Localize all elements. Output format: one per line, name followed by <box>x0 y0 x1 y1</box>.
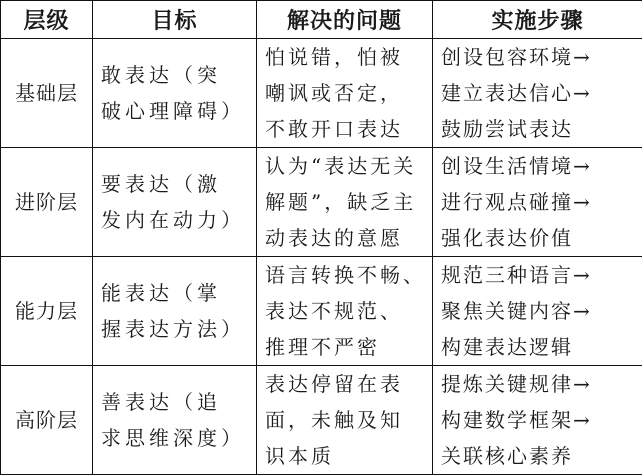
goal-line: 要表达（激 <box>101 166 248 202</box>
step-text: 聚焦关键内容 <box>441 299 573 323</box>
level-cell: 基础层 <box>1 39 93 148</box>
header-problem: 解决的问题 <box>257 1 433 39</box>
problem-line: 认为“表达无关 <box>265 148 424 184</box>
steps-cell <box>433 39 642 148</box>
problem-line: 表达不规范、 <box>265 293 424 329</box>
goal-line: 能表达（掌 <box>101 275 248 311</box>
step-text: 构建表达逻辑 <box>441 335 573 359</box>
step-text: 强化表达价值 <box>441 226 573 250</box>
step-text: 鼓励尝试表达 <box>441 117 573 141</box>
goal-line: 善表达（追 <box>101 384 248 420</box>
step-line <box>441 329 642 365</box>
goal-line: 握表达方法） <box>101 311 248 347</box>
problem-line: 动表达的意愿 <box>265 220 424 256</box>
step-text: 创设包容环境 <box>441 45 573 69</box>
problem-line: 嘲讽或否定， <box>265 75 424 111</box>
header-goal: 目标 <box>93 1 257 39</box>
level-cell: 进阶层 <box>1 148 93 257</box>
step-text: 提炼关键规律 <box>441 372 573 396</box>
step-line <box>441 438 642 474</box>
step-line <box>441 39 642 75</box>
step-line <box>441 220 642 256</box>
right-arrow-icon: → <box>573 154 590 178</box>
table-row <box>1 148 642 257</box>
goal-cell <box>93 366 257 475</box>
right-arrow-icon: → <box>573 190 590 214</box>
goal-line: 求思维深度） <box>101 420 248 456</box>
goal-cell <box>93 39 257 148</box>
problem-line: 表达停留在表 <box>265 366 424 402</box>
steps-cell <box>433 148 642 257</box>
step-line <box>441 111 642 147</box>
problem-cell <box>257 257 433 366</box>
table-row <box>1 39 642 148</box>
problem-cell <box>257 366 433 475</box>
step-line <box>441 366 642 402</box>
step-text: 构建数学框架 <box>441 408 573 432</box>
step-line <box>441 75 642 111</box>
step-text: 规范三种语言 <box>441 263 573 287</box>
problem-line: 语言转换不畅、 <box>265 257 424 293</box>
goal-line: 破心理障碍） <box>101 93 248 129</box>
goal-line: 发内在动力） <box>101 202 248 238</box>
table-row <box>1 257 642 366</box>
level-cell: 高阶层 <box>1 366 93 475</box>
problem-line: 面，未触及知 <box>265 402 424 438</box>
problem-line: 解题”，缺乏主 <box>265 184 424 220</box>
goal-cell <box>93 148 257 257</box>
problem-line: 推理不严密 <box>265 329 424 365</box>
right-arrow-icon: → <box>573 372 590 396</box>
right-arrow-icon: → <box>573 299 590 323</box>
problem-line: 不敢开口表达 <box>265 111 424 147</box>
right-arrow-icon: → <box>573 45 590 69</box>
header-level: 层级 <box>1 1 93 39</box>
right-arrow-icon: → <box>573 263 590 287</box>
step-line <box>441 293 642 329</box>
goal-cell <box>93 257 257 366</box>
problem-line: 怕说错，怕被 <box>265 39 424 75</box>
problem-cell <box>257 39 433 148</box>
header-steps: 实施步骤 <box>433 1 642 39</box>
step-line <box>441 148 642 184</box>
right-arrow-icon: → <box>573 408 590 432</box>
problem-line: 识本质 <box>265 438 424 474</box>
step-line <box>441 257 642 293</box>
steps-cell <box>433 366 642 475</box>
step-text: 进行观点碰撞 <box>441 190 573 214</box>
level-cell: 能力层 <box>1 257 93 366</box>
step-line <box>441 184 642 220</box>
steps-cell <box>433 257 642 366</box>
right-arrow-icon: → <box>573 81 590 105</box>
table-header-row <box>1 1 642 39</box>
step-text: 关联核心素养 <box>441 444 573 468</box>
step-text: 建立表达信心 <box>441 81 573 105</box>
step-text: 创设生活情境 <box>441 154 573 178</box>
table-row <box>1 366 642 475</box>
problem-cell <box>257 148 433 257</box>
goal-line: 敢表达（突 <box>101 57 248 93</box>
step-line <box>441 402 642 438</box>
